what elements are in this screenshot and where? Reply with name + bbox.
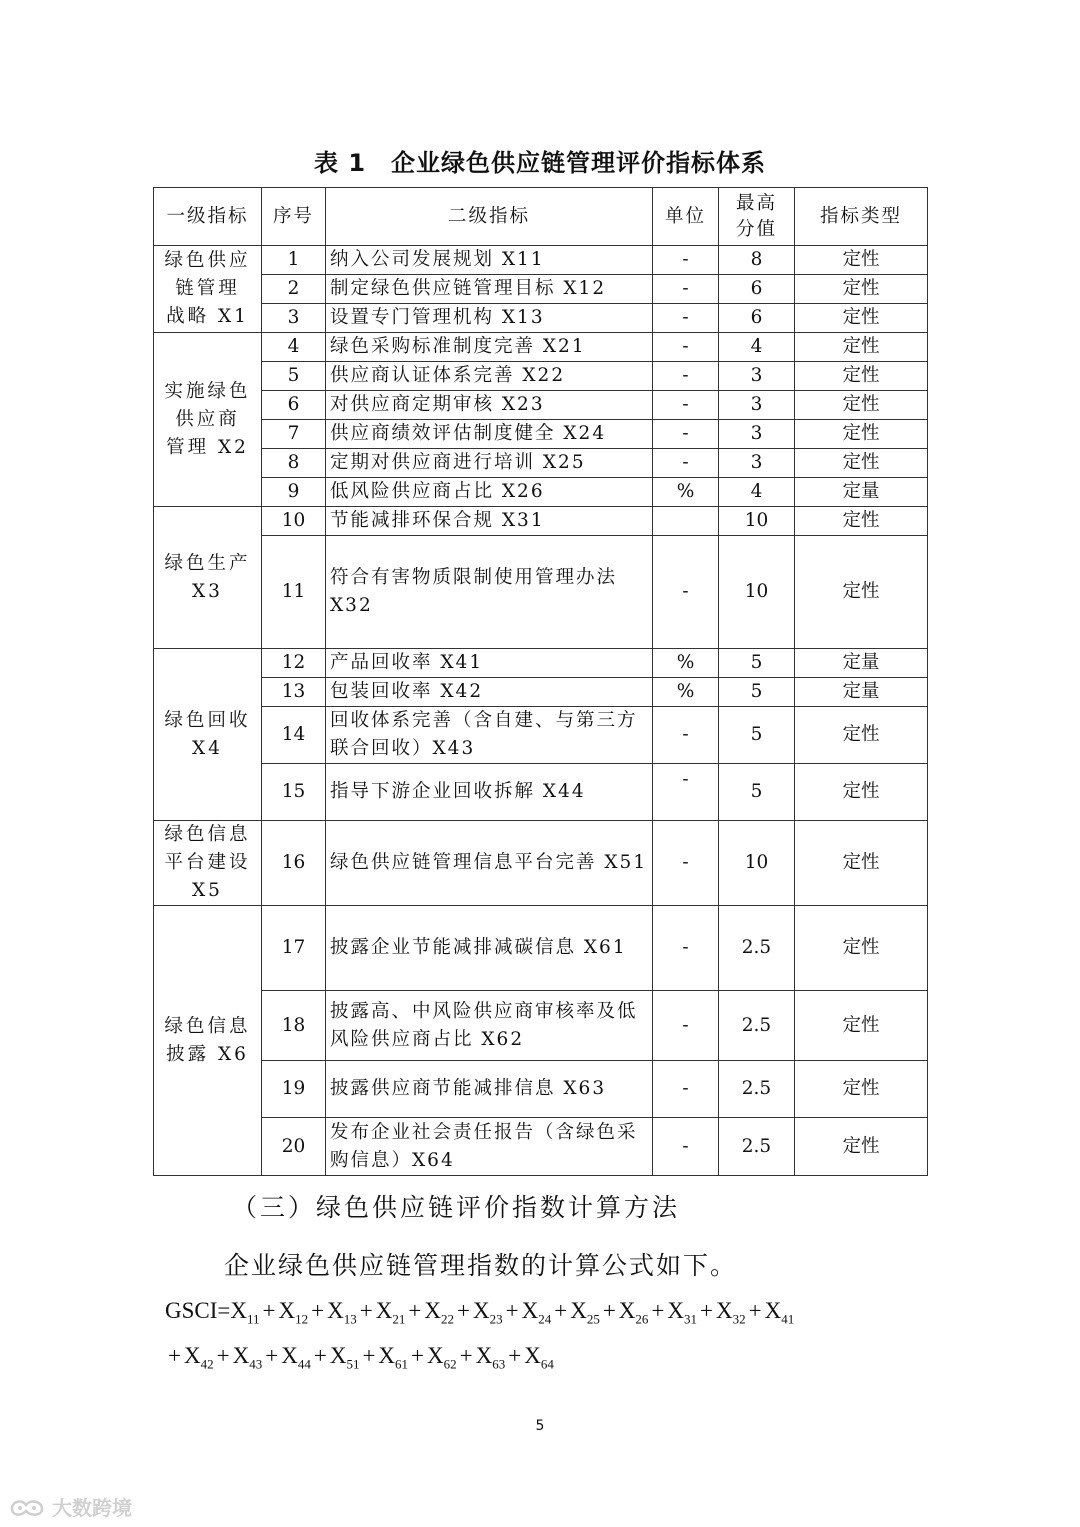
seq-cell: 1 [262, 246, 326, 275]
formula-plus: + [408, 1298, 422, 1323]
unit-cell: - [653, 764, 719, 821]
type-cell: 定性 [795, 764, 928, 821]
type-cell: 定性 [795, 420, 928, 449]
formula-variable: X [230, 1298, 248, 1323]
seq-cell: 13 [262, 678, 326, 707]
formula-lhs: GSCI [165, 1298, 218, 1323]
formula-subscript: 11 [247, 1311, 260, 1327]
formula-variable: X [570, 1298, 587, 1323]
seq-cell: 18 [262, 991, 326, 1061]
seq-cell: 20 [262, 1118, 326, 1176]
seq-cell: 15 [262, 764, 326, 821]
formula-plus: + [700, 1298, 714, 1323]
seq-cell: 7 [262, 420, 326, 449]
table-row [154, 333, 928, 362]
max-score-cell: 4 [719, 478, 795, 507]
table-row [154, 478, 928, 507]
level2-cell: 绿色采购标准制度完善 X21 [326, 333, 653, 362]
seq-cell: 17 [262, 906, 326, 991]
level1-line: 平台建设 [164, 852, 251, 873]
level1-cell [154, 507, 262, 649]
formula-plus: + [748, 1298, 762, 1323]
seq-cell: 11 [262, 536, 326, 649]
unit-cell: - [653, 707, 719, 764]
type-cell: 定性 [795, 536, 928, 649]
level2-cell: 低风险供应商占比 X26 [326, 478, 653, 507]
formula-variable: X [183, 1343, 201, 1368]
type-cell: 定性 [795, 304, 928, 333]
seq-cell: 6 [262, 391, 326, 420]
formula-subscript: 51 [346, 1356, 360, 1372]
header-level2: 二级指标 [326, 188, 653, 246]
table-row [154, 420, 928, 449]
formula-plus: + [411, 1343, 425, 1368]
level1-line: 实施绿色 [164, 380, 251, 402]
level1-line: X4 [192, 737, 223, 759]
table-row [154, 391, 928, 420]
max-score-cell: 2.5 [719, 1061, 795, 1118]
formula-subscript: 41 [781, 1311, 795, 1327]
table-row [154, 821, 928, 906]
type-cell: 定性 [795, 449, 928, 478]
unit-cell: - [653, 420, 719, 449]
formula-variable: X [475, 1343, 493, 1368]
level2-cell: 披露供应商节能减排信息 X63 [326, 1061, 653, 1118]
formula-plus: + [602, 1298, 616, 1323]
formula-variable: X [716, 1298, 733, 1323]
formula-plus: + [651, 1298, 665, 1323]
level1-line: 绿色供应 [164, 250, 251, 271]
max-score-cell: 8 [719, 246, 795, 275]
formula-plus: + [554, 1298, 568, 1323]
level1-cell [154, 333, 262, 507]
level2-cell: 产品回收率 X41 [326, 649, 653, 678]
formula-subscript: 26 [635, 1311, 649, 1327]
seq-cell: 10 [262, 507, 326, 536]
header-max-score-line2: 分值 [735, 218, 777, 240]
formula-line2 [165, 1343, 945, 1373]
max-score-cell: 5 [719, 649, 795, 678]
max-score-cell: 2.5 [719, 906, 795, 991]
formula-variable: X [278, 1298, 296, 1323]
seq-cell: 4 [262, 333, 326, 362]
max-score-cell: 2.5 [719, 1118, 795, 1176]
header-unit: 单位 [653, 188, 719, 246]
unit-cell: - [653, 906, 719, 991]
type-cell: 定量 [795, 678, 928, 707]
table-row [154, 1118, 928, 1176]
type-cell: 定性 [795, 246, 928, 275]
level2-cell: 披露企业节能减排减碳信息 X61 [326, 906, 653, 991]
level2-cell: 绿色供应链管理信息平台完善 X51 [326, 821, 653, 906]
watermark-logo-icon [8, 1495, 48, 1519]
table-row [154, 536, 928, 649]
max-score-cell: 10 [719, 507, 795, 536]
formula-plus: + [313, 1343, 327, 1368]
table-row [154, 362, 928, 391]
table-row [154, 906, 928, 991]
formula-plus: + [311, 1298, 325, 1323]
level1-line: 绿色回收 [164, 709, 251, 731]
type-cell: 定性 [795, 906, 928, 991]
seq-cell: 8 [262, 449, 326, 478]
seq-cell: 19 [262, 1061, 326, 1118]
formula-subscript: 22 [440, 1311, 454, 1327]
table-row [154, 449, 928, 478]
watermark-text: 大数跨境 [52, 1496, 132, 1520]
table-title: 表 1 企业绿色供应链管理评价指标体系 [313, 149, 767, 177]
formula-variable: X [524, 1343, 541, 1368]
level2-cell: 纳入公司发展规划 X11 [326, 246, 653, 275]
max-score-cell: 5 [719, 678, 795, 707]
unit-cell: - [653, 333, 719, 362]
header-max-score [719, 188, 795, 246]
unit-cell: - [653, 821, 719, 906]
level2-cell: 符合有害物质限制使用管理办法 X32 [326, 536, 653, 649]
formula-variable: X [327, 1298, 344, 1323]
unit-cell: - [653, 246, 719, 275]
formula-subscript: 43 [249, 1356, 263, 1372]
formula-subscript: 24 [538, 1311, 552, 1327]
level2-cell: 指导下游企业回收拆解 X44 [326, 764, 653, 821]
formula-subscript: 23 [489, 1311, 503, 1327]
unit-cell [653, 507, 719, 536]
level1-line: 供应商 [175, 408, 240, 430]
level1-line: X3 [192, 580, 223, 602]
indicator-table [153, 187, 928, 1176]
unit-cell: - [653, 1061, 719, 1118]
type-cell: 定性 [795, 362, 928, 391]
formula-subscript: 62 [443, 1356, 457, 1372]
table-body [154, 246, 928, 1176]
level1-cell [154, 906, 262, 1176]
formula-subscript: 25 [586, 1311, 600, 1327]
formula-subscript: 12 [295, 1311, 309, 1327]
formula-variable: X [667, 1298, 685, 1323]
type-cell: 定性 [795, 391, 928, 420]
table-row [154, 1061, 928, 1118]
page-number: 5 [535, 1418, 545, 1434]
seq-cell: 14 [262, 707, 326, 764]
formula-subscript: 42 [200, 1356, 214, 1372]
formula-variable: X [764, 1298, 782, 1323]
level2-cell: 制定绿色供应链管理目标 X12 [326, 275, 653, 304]
formula-subscript: 21 [392, 1311, 406, 1327]
formula-variable: X [281, 1343, 298, 1368]
table-row [154, 246, 928, 275]
level2-cell: 定期对供应商进行培训 X25 [326, 449, 653, 478]
level2-cell: 设置专门管理机构 X13 [326, 304, 653, 333]
formula-subscript: 32 [732, 1311, 746, 1327]
max-score-cell: 10 [719, 821, 795, 906]
table-row [154, 764, 928, 821]
type-cell: 定性 [795, 1061, 928, 1118]
type-cell: 定量 [795, 478, 928, 507]
formula-variable: X [472, 1298, 490, 1323]
header-type: 指标类型 [795, 188, 928, 246]
max-score-cell: 3 [719, 362, 795, 391]
header-level1: 一级指标 [154, 188, 262, 246]
level1-cell [154, 649, 262, 821]
type-cell: 定性 [795, 1118, 928, 1176]
table-row [154, 707, 928, 764]
formula-subscript: 44 [297, 1356, 311, 1372]
max-score-cell: 2.5 [719, 991, 795, 1061]
seq-cell: 16 [262, 821, 326, 906]
formula-variable: X [427, 1343, 444, 1368]
formula-subscript: 64 [540, 1356, 554, 1372]
level1-line: 披露 X6 [166, 1043, 249, 1065]
watermark [8, 1492, 132, 1521]
type-cell: 定性 [795, 275, 928, 304]
max-score-cell: 3 [719, 391, 795, 420]
level1-line: X5 [192, 880, 223, 901]
max-score-cell: 5 [719, 707, 795, 764]
formula-variable: X [375, 1298, 393, 1323]
type-cell: 定性 [795, 507, 928, 536]
formula-subscript: 31 [684, 1311, 698, 1327]
unit-cell: - [653, 991, 719, 1061]
unit-cell: - [653, 449, 719, 478]
formula-plus: + [265, 1343, 279, 1368]
formula-plus: + [168, 1343, 181, 1368]
table-row [154, 678, 928, 707]
seq-cell: 5 [262, 362, 326, 391]
unit-cell: - [653, 362, 719, 391]
level2-cell: 对供应商定期审核 X23 [326, 391, 653, 420]
seq-cell: 12 [262, 649, 326, 678]
formula-subscript: 61 [395, 1356, 409, 1372]
type-cell: 定性 [795, 707, 928, 764]
formula-plus: + [508, 1343, 522, 1368]
formula-variable: X [329, 1343, 347, 1368]
level2-cell: 节能减排环保合规 X31 [326, 507, 653, 536]
formula-variable: X [521, 1298, 539, 1323]
level1-line: 绿色生产 [164, 552, 251, 574]
max-score-cell: 3 [719, 449, 795, 478]
header-max-score-line1: 最高 [735, 192, 777, 214]
max-score-cell: 3 [719, 420, 795, 449]
formula-plus: + [262, 1298, 276, 1323]
seq-cell: 2 [262, 275, 326, 304]
formula-plus: + [359, 1298, 373, 1323]
type-cell: 定性 [795, 991, 928, 1061]
max-score-cell: 10 [719, 536, 795, 649]
table-row [154, 991, 928, 1061]
formula-plus: + [216, 1343, 230, 1368]
unit-cell: - [653, 304, 719, 333]
formula-plus: + [505, 1298, 519, 1323]
level2-cell: 发布企业社会责任报告（含绿色采购信息）X64 [326, 1118, 653, 1176]
type-cell: 定性 [795, 821, 928, 906]
formula-variable: X [424, 1298, 441, 1323]
table-row [154, 304, 928, 333]
max-score-cell: 5 [719, 764, 795, 821]
section-heading: （三）绿色供应链评价指数计算方法 [232, 1193, 681, 1222]
max-score-cell: 4 [719, 333, 795, 362]
table-row [154, 649, 928, 678]
level1-line: 管理 X2 [166, 436, 249, 458]
formula-plus: + [456, 1298, 470, 1323]
level2-cell: 回收体系完善（含自建、与第三方联合回收）X43 [326, 707, 653, 764]
level1-line: 绿色信息 [164, 824, 251, 845]
level1-line: 战略 X1 [166, 306, 249, 327]
seq-cell: 3 [262, 304, 326, 333]
unit-cell: % [653, 478, 719, 507]
formula-plus: + [362, 1343, 376, 1368]
level2-cell: 披露高、中风险供应商审核率及低风险供应商占比 X62 [326, 991, 653, 1061]
level1-line: 绿色信息 [164, 1015, 251, 1037]
formula-subscript: 13 [343, 1311, 357, 1327]
intro-text: 企业绿色供应链管理指数的计算公式如下。 [224, 1251, 738, 1280]
level2-cell: 包装回收率 X42 [326, 678, 653, 707]
formula-variable: X [618, 1298, 636, 1323]
formula-plus: + [459, 1343, 473, 1368]
max-score-cell: 6 [719, 304, 795, 333]
formula-line1 [165, 1298, 945, 1328]
level1-line: 链管理 [175, 278, 240, 299]
level2-cell: 供应商认证体系完善 X22 [326, 362, 653, 391]
unit-cell: - [653, 391, 719, 420]
type-cell: 定性 [795, 333, 928, 362]
unit-cell: % [653, 678, 719, 707]
formula-subscript: 63 [492, 1356, 506, 1372]
table-row [154, 507, 928, 536]
formula-equals: = [217, 1298, 231, 1323]
level1-cell [154, 246, 262, 333]
seq-cell: 9 [262, 478, 326, 507]
formula-variable: X [232, 1343, 250, 1368]
unit-cell: - [653, 536, 719, 649]
unit-cell: - [653, 275, 719, 304]
level1-cell [154, 821, 262, 906]
unit-cell: - [653, 1118, 719, 1176]
unit-cell: % [653, 649, 719, 678]
formula-variable: X [378, 1343, 396, 1368]
level2-cell: 供应商绩效评估制度健全 X24 [326, 420, 653, 449]
table-row [154, 275, 928, 304]
header-seq: 序号 [262, 188, 326, 246]
type-cell: 定量 [795, 649, 928, 678]
max-score-cell: 6 [719, 275, 795, 304]
